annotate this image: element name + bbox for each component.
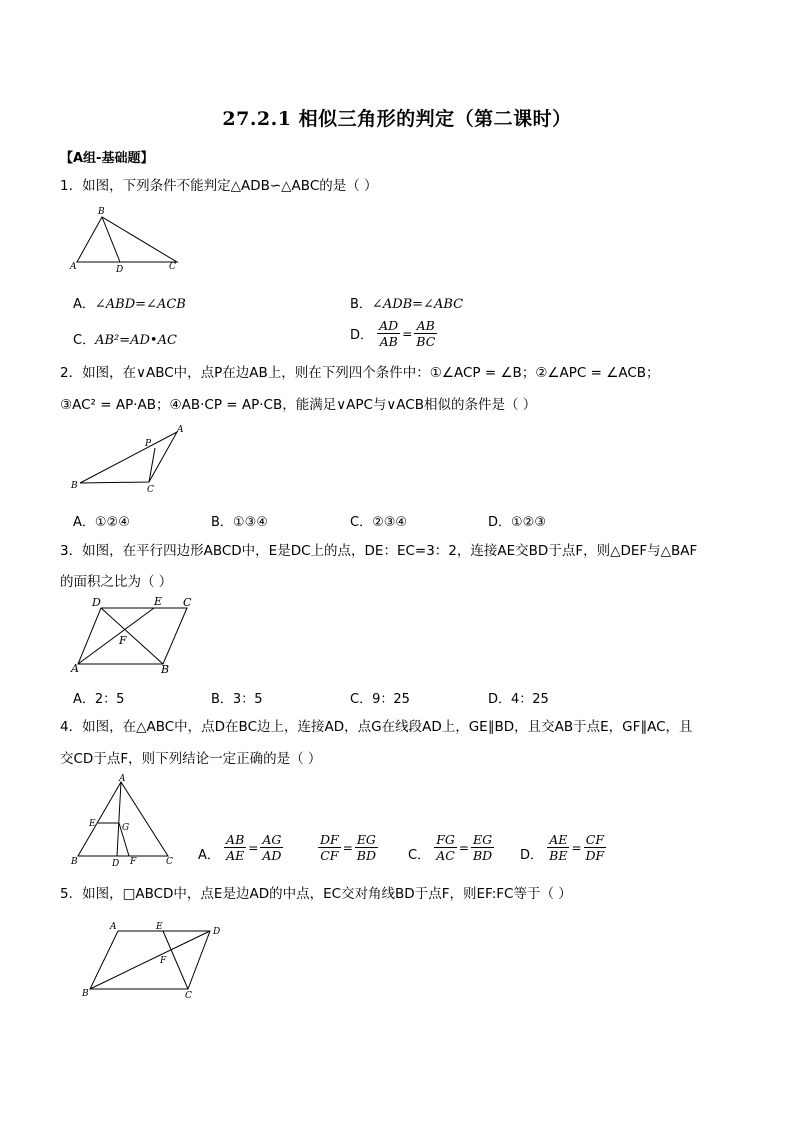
q1-stem: 1．如图，下列条件不能判定△ADB∽△ABC的是（ ） <box>60 178 378 194</box>
q4-option-c-frac2: $\frac{EG}{BD}$ <box>472 832 493 863</box>
q3-segment-db <box>101 608 163 664</box>
q3-figure <box>68 594 198 676</box>
q4-option-d-label: D． <box>520 848 544 863</box>
q2-label-p: P <box>145 439 152 449</box>
q1-option-b-label: B． <box>350 297 372 312</box>
q4-option-b: $\frac{DF}{CF}$ = $\frac{EG}{BD}$ <box>320 832 376 863</box>
q1-option-d-frac1: $\frac{AD}{AB}$ <box>379 318 399 349</box>
q4-figure <box>68 773 183 868</box>
q4-option-c-label: C． <box>408 848 431 863</box>
q3-label-d: D <box>92 596 101 609</box>
q1-option-a <box>73 293 186 312</box>
q4-option-c: C． $\frac{FG}{AC}$ = $\frac{EG}{BD}$ <box>408 832 493 863</box>
q2-label-a: A <box>177 425 184 435</box>
q4-label-b: B <box>71 857 78 867</box>
q1-option-c-text: AB²=AD•AC <box>95 333 177 348</box>
q4-label-d: D <box>112 859 120 868</box>
q4-label-g: G <box>122 823 130 833</box>
q1-triangle-abc <box>77 217 177 262</box>
q3-option-a: A．2：5 <box>73 692 125 707</box>
q1-label-c: C <box>169 262 176 272</box>
q4-label-f: F <box>130 857 137 867</box>
q4-stem-line2: 交CD于点F，则下列结论一定正确的是（ ） <box>60 751 322 767</box>
q2-figure <box>68 423 193 495</box>
q4-option-d: D． $\frac{AE}{BE}$ = $\frac{CF}{DF}$ <box>520 832 605 863</box>
q5-label-e: E <box>156 922 163 932</box>
q4-option-d-frac2: $\frac{CF}{DF}$ <box>585 832 605 863</box>
q3-label-e: E <box>154 595 163 608</box>
q5-stem: 5．如图，□ABCD中，点E是边AD的中点，EC交对角线BD于点F，则EF:FC等于（ ） <box>60 886 572 902</box>
q2-label-b: B <box>71 481 78 491</box>
q3-label-c: C <box>183 596 192 609</box>
q1-option-a-text: ∠ABD=∠ACB <box>94 297 186 312</box>
q5-label-b: B <box>82 989 89 999</box>
page-title: 27.2.1 相似三角形的判定（第二课时） <box>222 108 572 130</box>
q4-option-c-frac1: $\frac{FG}{AC}$ <box>436 832 455 863</box>
q3-option-b: B．3：5 <box>211 692 263 707</box>
q1-option-c-label: C． <box>73 333 96 348</box>
q3-stem-line2: 的面积之比为（ ） <box>60 574 173 590</box>
q4-label-a: A <box>119 774 126 784</box>
q4-option-b-frac1: $\frac{DF}{CF}$ <box>320 832 339 863</box>
q2-triangle-abc <box>80 432 177 483</box>
q2-stem-line1: 2．如图，在∨ABC中，点P在边AB上，则在下列四个条件中：①∠ACP = ∠B；②∠APC = ∠ACB； <box>60 365 660 381</box>
q4-label-c: C <box>166 857 173 867</box>
q1-segment-bd <box>102 217 120 262</box>
q5-label-d: D <box>213 927 221 937</box>
q5-label-c: C <box>185 991 192 1000</box>
q5-label-f: F <box>160 956 167 966</box>
q3-label-a: A <box>71 662 79 675</box>
q4-option-b-frac2: $\frac{EG}{BD}$ <box>356 832 376 863</box>
q2-option-c: C．②③④ <box>350 515 408 530</box>
q3-option-c: C．9：25 <box>350 692 410 707</box>
q1-option-a-label: A． <box>73 297 95 312</box>
q5-segment-bd <box>90 931 210 989</box>
q4-option-a-frac2: $\frac{AG}{AD}$ <box>262 832 282 863</box>
q4-option-a-frac1: $\frac{AB}{AE}$ <box>226 832 245 863</box>
q4-label-e: E <box>89 819 96 829</box>
q3-stem-line1: 3．如图，在平行四边形ABCD中，E是DC上的点，DE：EC=3：2，连接AE交BD于点F，则△DEF与△BAF <box>60 543 698 559</box>
q5-figure <box>78 918 228 1000</box>
q4-option-a: A． $\frac{AB}{AE}$ = $\frac{AG}{AD}$ <box>198 832 282 863</box>
q3-label-f: F <box>119 634 127 647</box>
q4-option-d-frac1: $\frac{AE}{BE}$ <box>549 832 568 863</box>
q1-label-b: B <box>98 207 105 217</box>
q3-option-d: D．4：25 <box>488 692 549 707</box>
q1-option-c <box>73 329 177 348</box>
q5-label-a: A <box>110 922 117 932</box>
q1-figure <box>68 203 183 275</box>
q4-option-a-label: A． <box>198 848 220 863</box>
q3-label-b: B <box>161 663 170 676</box>
q4-segment-ad <box>117 782 121 856</box>
section-heading: 【A组-基础题】 <box>60 151 154 166</box>
q2-stem-line2: ③AC² = AP·AB；④AB·CP = AP·CB，能满足∨APC与∨ACB相似的条件是（ ） <box>60 397 537 413</box>
q2-option-a: A．①②④ <box>73 515 130 530</box>
q4-stem-line1: 4．如图，在△ABC中，点D在BC边上，连接AD，点G在线段AD上，GE∥BD，且交AB于点E，GF∥AC，且 <box>60 719 693 735</box>
q1-option-d-label: D． <box>350 328 374 343</box>
q1-option-b <box>350 293 463 312</box>
q1-label-d: D <box>116 265 124 275</box>
q5-segment-ec <box>163 931 188 989</box>
q1-option-d: D． $\frac{AD}{AB}$ = $\frac{AB}{BC}$ <box>350 318 436 349</box>
q2-label-c: C <box>147 485 154 495</box>
q1-option-b-text: ∠ADB=∠ABC <box>371 297 464 312</box>
q2-option-d: D．①②③ <box>488 515 546 530</box>
q2-option-b: B．①③④ <box>211 515 268 530</box>
q1-option-d-frac2: $\frac{AB}{BC}$ <box>416 318 436 349</box>
q1-label-a: A <box>70 262 77 272</box>
